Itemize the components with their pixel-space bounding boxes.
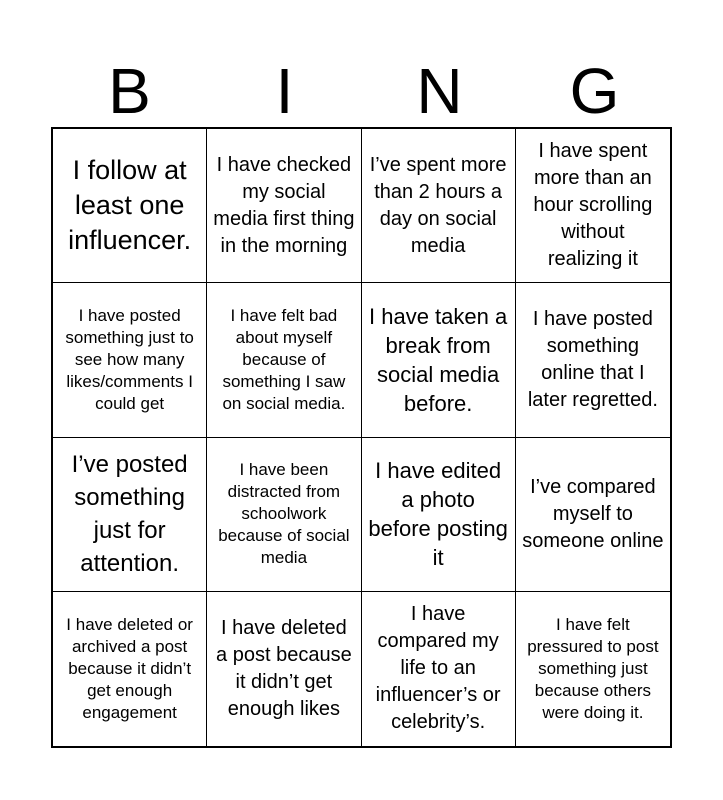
- cell-text: I have compared my life to an influencer’s or celebrity’s.: [375, 603, 501, 734]
- cell-text: I have taken a break from social media before.: [369, 303, 508, 416]
- cell-text: I follow at least one influencer.: [68, 155, 192, 256]
- bingo-cell[interactable]: [362, 592, 516, 746]
- bingo-cell[interactable]: [53, 283, 207, 437]
- bingo-cell[interactable]: [362, 438, 516, 592]
- header-letter-g: G: [569, 55, 620, 127]
- cell-text: I’ve posted something just for attention.: [71, 451, 188, 578]
- cell-text: I have spent more than an hour scrolling without realizing it: [533, 140, 653, 271]
- bingo-cell[interactable]: [207, 129, 361, 283]
- bingo-board: [51, 127, 672, 748]
- cell-text: I have been distracted from schoolwork because of social media: [218, 460, 350, 568]
- bingo-cell[interactable]: [207, 438, 361, 592]
- cell-text: I have deleted or archived a post because it didn’t get enough engagement: [66, 614, 193, 722]
- bingo-cell[interactable]: [53, 438, 207, 592]
- cell-text: I have felt pressured to post something just because others were doing it.: [527, 614, 659, 722]
- bingo-cell[interactable]: [516, 438, 670, 592]
- cell-text: I have edited a photo before posting it: [368, 458, 508, 571]
- cell-text: I’ve spent more than 2 hours a day on social media: [369, 153, 507, 257]
- bingo-cell[interactable]: [516, 283, 670, 437]
- bingo-cell[interactable]: [362, 283, 516, 437]
- bingo-cell[interactable]: [516, 592, 670, 746]
- cell-text: I have felt bad about myself because of something I saw on social media.: [222, 305, 346, 413]
- bingo-cell[interactable]: [53, 592, 207, 746]
- cell-text: I have deleted a post because it didn’t get enough likes: [216, 616, 352, 720]
- bingo-cell[interactable]: [207, 592, 361, 746]
- header-letter-b: B: [108, 55, 151, 127]
- bingo-header: [52, 56, 672, 126]
- bingo-cell[interactable]: [516, 129, 670, 283]
- cell-text: I have checked my social media first thing in the morning: [213, 153, 355, 257]
- cell-text: I have posted something just to see how many likes/comments I could get: [65, 305, 194, 413]
- cell-text: I have posted something online that I later regretted.: [527, 307, 658, 411]
- bingo-cell[interactable]: [53, 129, 207, 283]
- header-letter-i: I: [275, 55, 294, 127]
- bingo-cell[interactable]: [362, 129, 516, 283]
- header-letter-n: N: [416, 55, 463, 127]
- cell-text: I’ve compared myself to someone online: [522, 475, 664, 552]
- bingo-cell[interactable]: [207, 283, 361, 437]
